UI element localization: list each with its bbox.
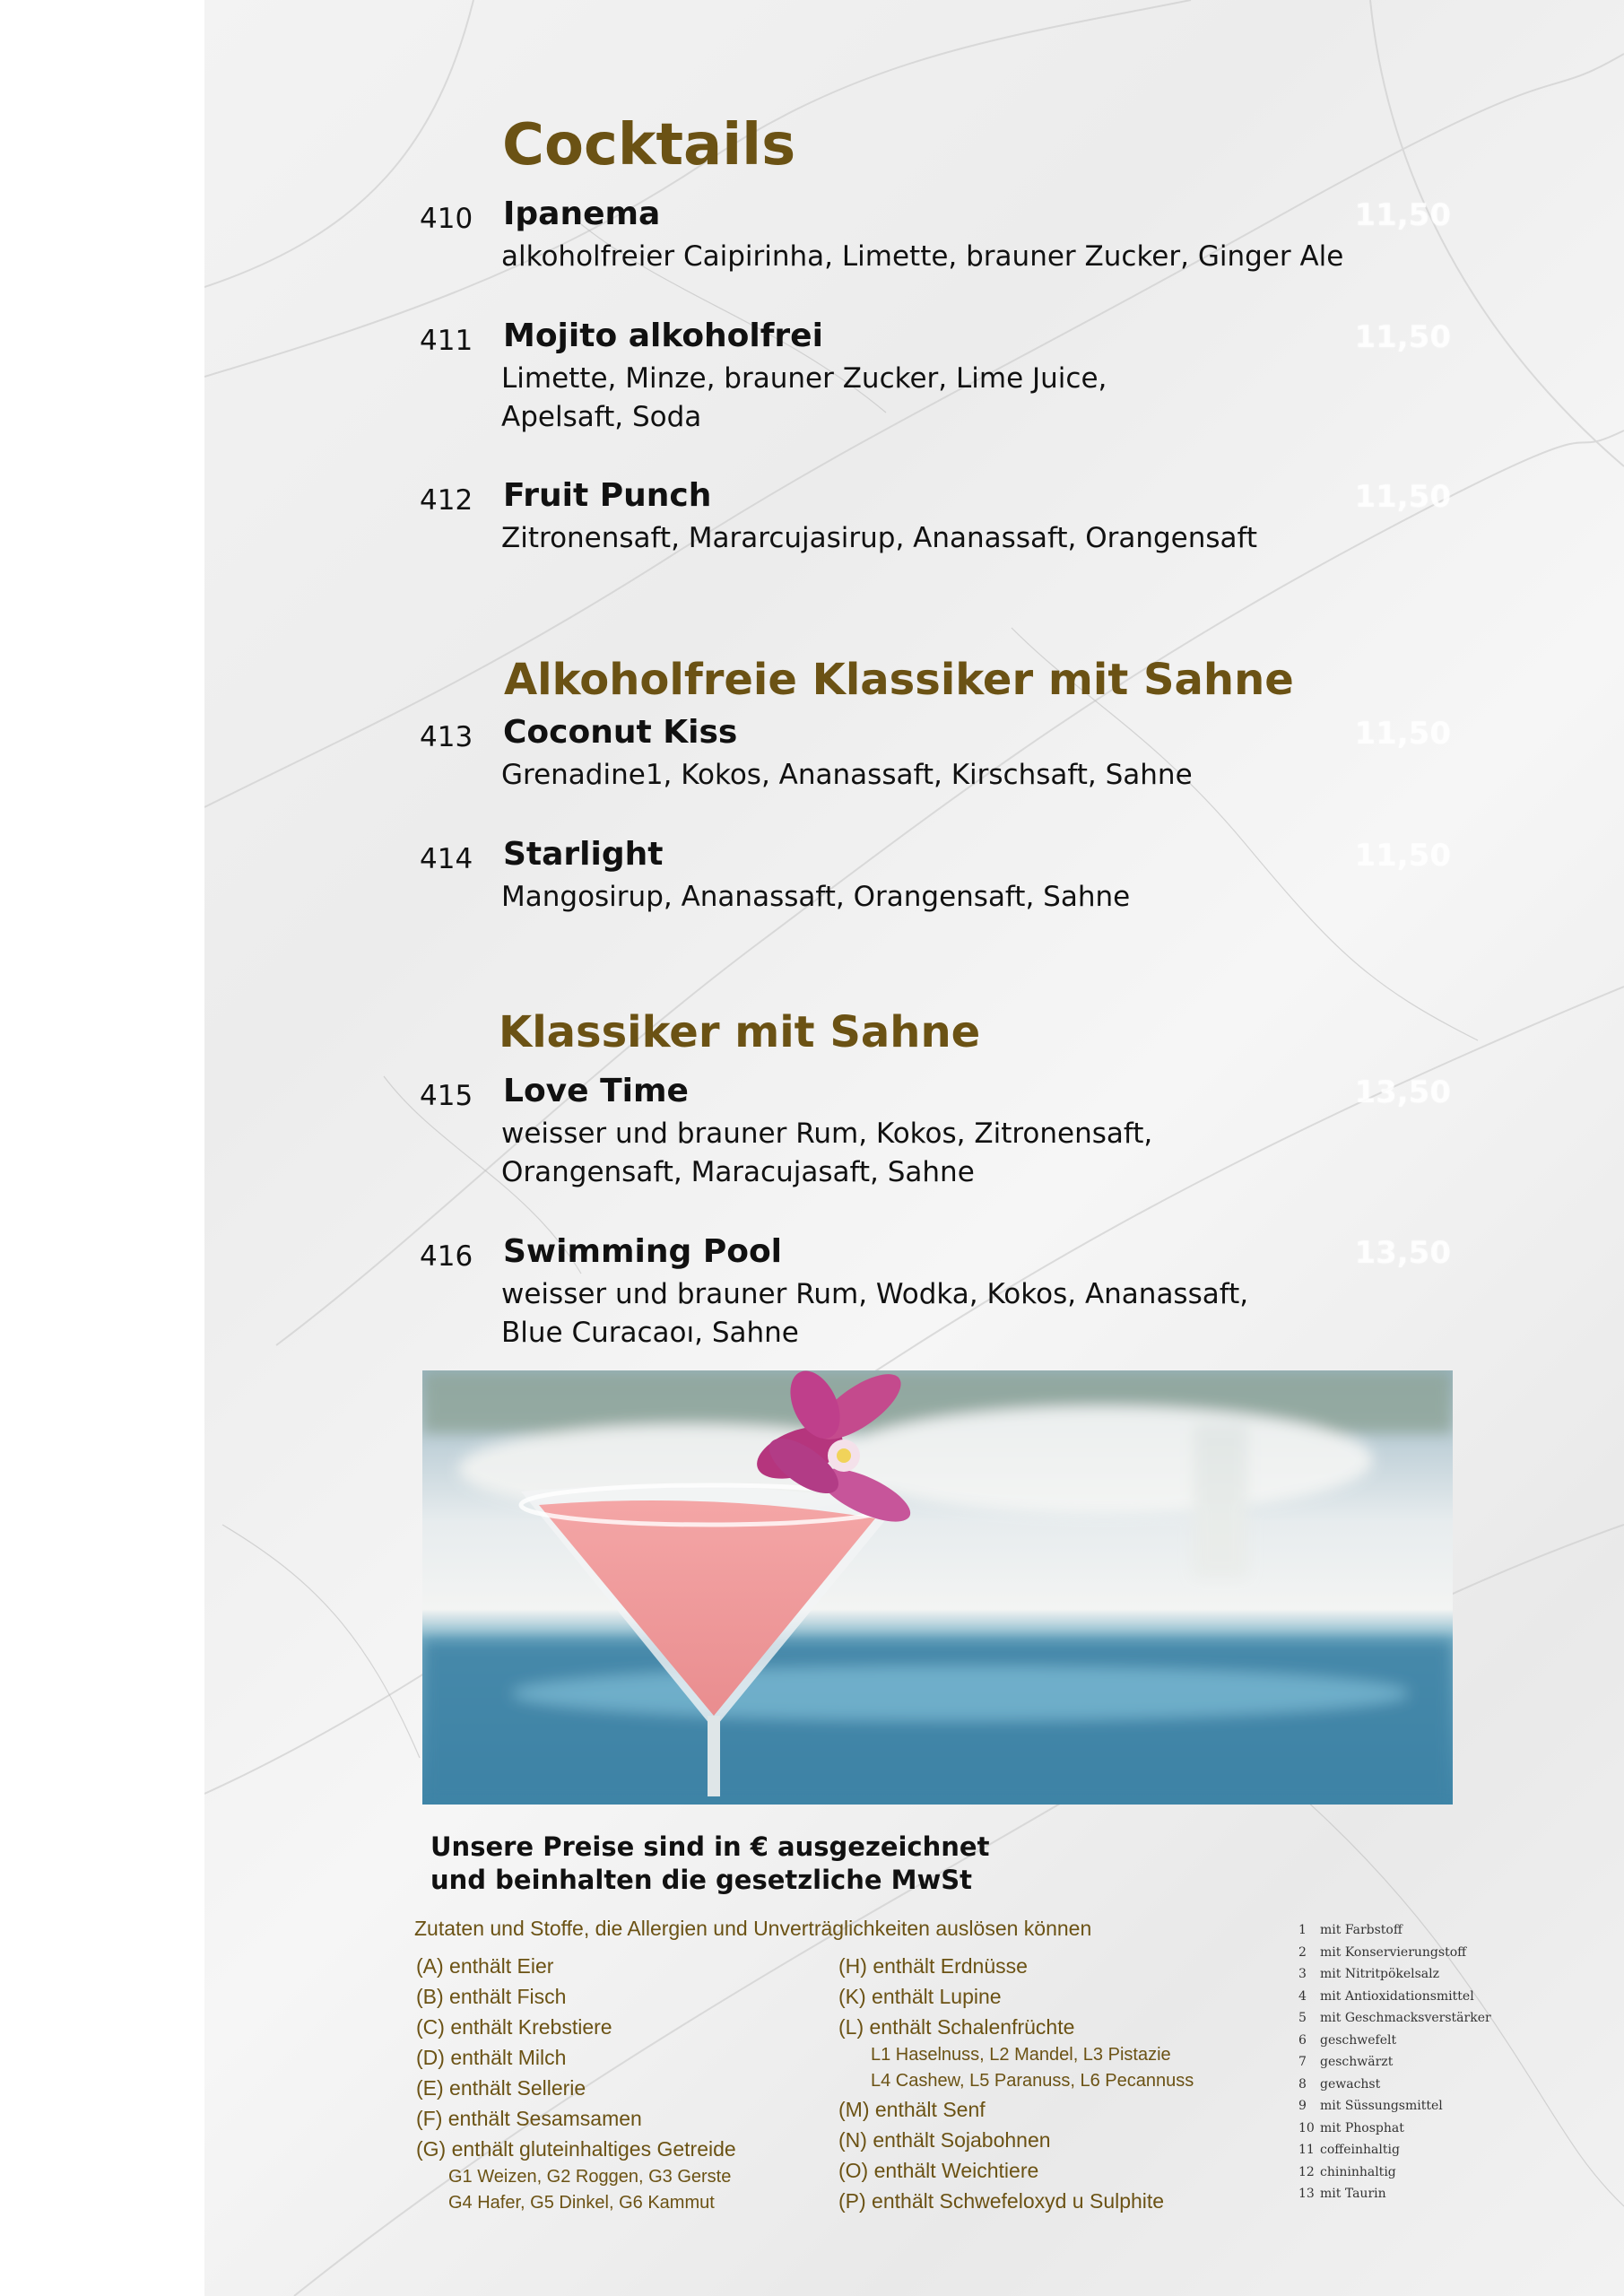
item-price: 11,50 xyxy=(1354,479,1451,515)
additive-entry: 12 chininhaltig xyxy=(1298,2164,1396,2179)
additive-entry: 1 mit Farbstoff xyxy=(1298,1923,1403,1937)
section-title-alkoholfreie: Alkoholfreie Klassiker mit Sahne xyxy=(504,655,1294,705)
item-name: Starlight xyxy=(503,836,664,873)
allergen-subentry: G4 Hafer, G5 Dinkel, G6 Kammut xyxy=(448,2193,715,2213)
price-note-line2: und beinhalten die gesetzliche MwSt xyxy=(430,1865,973,1895)
allergen-entry: (K) enthält Lupine xyxy=(838,1985,1002,2008)
allergen-entry: (O) enthält Weichtiere xyxy=(838,2159,1039,2182)
price-note-line1: Unsere Preise sind in € ausgezeichnet xyxy=(430,1831,990,1862)
allergen-subentry: L4 Cashew, L5 Paranuss, L6 Pecannuss xyxy=(871,2071,1194,2091)
allergen-entry: (M) enthält Senf xyxy=(838,2098,986,2121)
allergen-entry: (E) enthält Sellerie xyxy=(416,2076,586,2100)
item-number: 414 xyxy=(420,843,473,875)
additive-entry: 3 mit Nitritpökelsalz xyxy=(1298,1967,1439,1981)
additive-entry: 13 mit Taurin xyxy=(1298,2187,1386,2201)
allergen-entry: (P) enthält Schwefeloxyd u Sulphite xyxy=(838,2189,1165,2213)
item-description: Grenadine1, Kokos, Ananassaft, Kirschsaft, Sahne xyxy=(501,759,1193,791)
additive-entry: 8 gewachst xyxy=(1298,2076,1381,2092)
section-title-cocktails: Cocktails xyxy=(502,112,796,178)
additive-entry: 7 geschwärzt xyxy=(1298,2055,1394,2069)
item-name: Swimming Pool xyxy=(503,1233,783,1270)
item-name: Ipanema xyxy=(503,196,661,232)
item-description: Mangosirup, Ananassaft, Orangensaft, Sahne xyxy=(501,881,1131,913)
allergen-list-left xyxy=(416,1951,736,2216)
allergen-entry: (F) enthält Sesamsamen xyxy=(416,2107,642,2130)
item-price: 11,50 xyxy=(1354,716,1451,752)
allergen-entry: (C) enthält Krebstiere xyxy=(416,2015,612,2039)
allergen-entry: (A) enthält Eier xyxy=(416,1954,554,1978)
allergen-list-right xyxy=(838,1951,1194,2216)
additive-entry: 2 mit Konservierungstoff xyxy=(1298,1944,1467,1960)
additive-entry: 5 mit Geschmacksverstärker xyxy=(1298,2011,1491,2025)
item-name: Coconut Kiss xyxy=(503,714,738,751)
allergen-subentry: G1 Weizen, G2 Roggen, G3 Gerste xyxy=(448,2167,732,2187)
item-price: 13,50 xyxy=(1354,1074,1451,1110)
item-price: 13,50 xyxy=(1354,1235,1451,1271)
item-name: Fruit Punch xyxy=(503,477,712,514)
item-description: alkoholfreier Caipirinha, Limette, brauner Zucker, Ginger Ale xyxy=(501,240,1344,273)
additive-entry: 9 mit Süssungsmittel xyxy=(1298,2099,1443,2113)
price-note xyxy=(430,1831,989,1897)
item-name: Mojito alkoholfrei xyxy=(503,317,823,354)
additive-entry: 10 mit Phosphat xyxy=(1298,2120,1404,2135)
section-title-klassiker: Klassiker mit Sahne xyxy=(499,1007,981,1057)
item-description: weisser und brauner Rum, Kokos, Zitronensaft, Orangensaft, Maracujasaft, Sahne xyxy=(501,1118,1153,1188)
item-number: 416 xyxy=(420,1240,473,1273)
item-number: 413 xyxy=(420,721,473,753)
allergen-entry: (N) enthält Sojabohnen xyxy=(838,2128,1051,2152)
item-number: 415 xyxy=(420,1080,473,1112)
item-name: Love Time xyxy=(503,1073,689,1109)
additive-entry: 11 coffeinhaltig xyxy=(1298,2143,1400,2157)
item-description: Limette, Minze, brauner Zucker, Lime Juice, Apelsaft, Soda xyxy=(501,362,1107,433)
allergen-entry: (L) enthält Schalenfrüchte xyxy=(838,2015,1075,2039)
allergen-heading: Zutaten und Stoffe, die Allergien und Unverträglichkeiten auslösen können xyxy=(414,1917,1092,1940)
allergen-subentry: L1 Haselnuss, L2 Mandel, L3 Pistazie xyxy=(871,2045,1171,2065)
allergen-entry: (H) enthält Erdnüsse xyxy=(838,1954,1028,1978)
additive-entry: 4 mit Antioxidationsmittel xyxy=(1298,1988,1474,2004)
allergen-entry: (B) enthält Fisch xyxy=(416,1985,567,2008)
item-number: 412 xyxy=(420,484,473,517)
allergen-entry: (G) enthält gluteinhaltiges Getreide xyxy=(416,2137,736,2161)
item-number: 410 xyxy=(420,203,473,235)
item-number: 411 xyxy=(420,325,473,357)
additives-list xyxy=(1298,1919,1491,2205)
item-description: weisser und brauner Rum, Wodka, Kokos, Ananassaft, Blue Curacaoı, Sahne xyxy=(501,1278,1249,1349)
item-price: 11,50 xyxy=(1354,838,1451,874)
item-price: 11,50 xyxy=(1354,319,1451,355)
allergen-entry: (D) enthält Milch xyxy=(416,2046,567,2069)
additive-entry: 6 geschwefelt xyxy=(1298,2032,1397,2048)
item-description: Zitronensaft, Mararcujasirup, Ananassaft, Orangensaft xyxy=(501,522,1258,554)
item-price: 11,50 xyxy=(1354,197,1451,233)
cocktail-photo xyxy=(422,1370,1453,1805)
